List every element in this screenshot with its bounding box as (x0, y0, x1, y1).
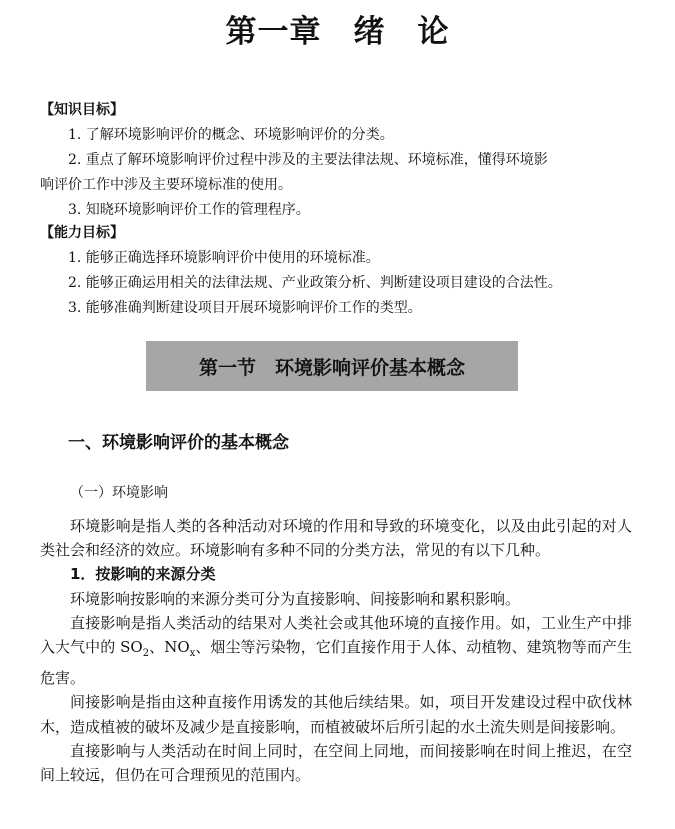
point-heading: 1．按影响的来源分类 (70, 565, 216, 584)
chapter-title: 第一章 绪 论 (225, 14, 450, 50)
knowledge-objectives (40, 98, 630, 223)
knowledge-heading: 【知识目标】 (40, 102, 124, 118)
paragraph-text: 直接影响是指人类活动的结果对人类社会或其他环境的直接作用。如，工业生产中排入大气中的 SO (40, 613, 632, 657)
subsubheading: （一）环境影响 (70, 485, 168, 501)
knowledge-item-continued: 响评价工作中涉及主要环境标准的使用。 (40, 177, 292, 193)
subscript: 2 (142, 648, 150, 660)
subheading: 一、环境影响评价的基本概念 (68, 433, 289, 453)
knowledge-item: 3. 知晓环境影响评价工作的管理程序。 (68, 202, 310, 218)
ability-item: 1. 能够正确选择环境影响评价中使用的环境标准。 (68, 250, 380, 266)
ability-item: 2. 能够正确运用相关的法律法规、产业政策分析、判断建设项目建设的合法性。 (68, 275, 562, 291)
subscript: x (189, 648, 196, 660)
ability-item: 3. 能够准确判断建设项目开展环境影响评价工作的类型。 (68, 300, 422, 316)
paragraph-text: 、烟尘等污染物，它们直接作用于人体、动植物、建筑物等而产生危害。 (40, 638, 632, 688)
knowledge-item: 2. 重点了解环境影响评价过程中涉及的主要法律法规、环境标准，懂得环境影 (68, 152, 548, 168)
paragraph: 环境影响按影响的来源分类可分为直接影响、间接影响和累积影响。 (70, 589, 521, 608)
ability-objectives (40, 221, 630, 321)
section-title: 第一节 环境影响评价基本概念 (198, 356, 465, 379)
paragraph: 环境影响是指人类的各种活动对环境的作用和导致的环境变化，以及由此引起的对人类社会和经济的效应。环境影响有多种不同的分类方法，常见的有以下几种。 (40, 517, 632, 560)
ability-heading: 【能力目标】 (40, 225, 124, 241)
section-title-banner (146, 341, 518, 391)
paragraph-text: 、NO (149, 638, 190, 657)
body-text (40, 514, 632, 787)
paragraph: 间接影响是指由这种直接作用诱发的其他后续结果。如，项目开发建设过程中砍伐林木，造成植被的破坏及减少是直接影响，而植被破坏后所引起的水土流失则是间接影响。 (40, 693, 632, 736)
paragraph: 直接影响与人类活动在时间上同时，在空间上同地，而间接影响在时间上推迟，在空间上较远，但仍在可合理预见的范围内。 (40, 741, 632, 785)
knowledge-item: 1. 了解环境影响评价的概念、环境影响评价的分类。 (68, 127, 394, 143)
paragraph (40, 611, 632, 691)
